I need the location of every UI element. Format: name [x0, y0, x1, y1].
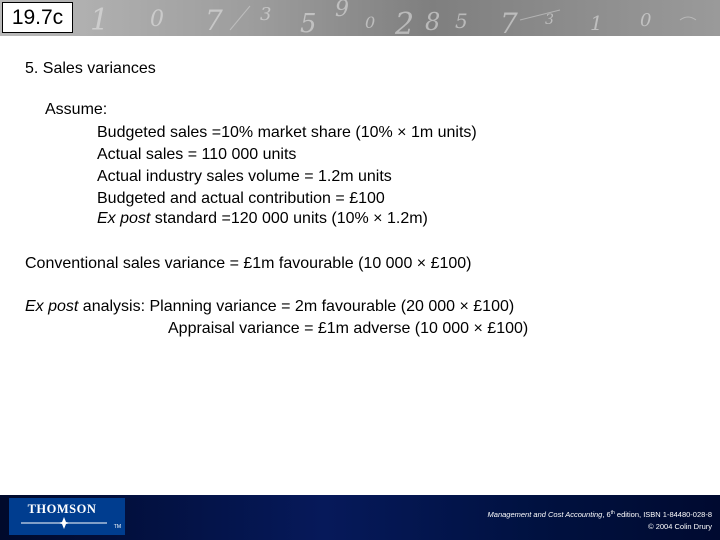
copyright-line: © 2004 Colin Drury — [648, 522, 712, 531]
svg-text:5: 5 — [300, 9, 317, 36]
svg-text:0: 0 — [365, 13, 376, 32]
svg-text:0: 0 — [640, 10, 652, 31]
star-icon — [21, 517, 107, 529]
assumption-ex-post-standard — [97, 208, 428, 230]
planning-variance-line — [25, 296, 514, 318]
svg-text:1: 1 — [90, 3, 110, 36]
svg-text:9: 9 — [335, 0, 349, 22]
section-heading: 5. Sales variances — [25, 60, 156, 77]
svg-text:3: 3 — [545, 12, 554, 28]
ex-post-standard-text: standard =120 000 units (10% × 1.2m) — [150, 210, 428, 227]
ex-post-italic: Ex post — [97, 210, 151, 227]
conventional-variance-line: Conventional sales variance = £1m favourable (10 000 × £100) — [25, 255, 472, 272]
svg-text:1: 1 — [590, 11, 603, 35]
svg-text:0: 0 — [150, 7, 164, 32]
logo-wordmark: THOMSON — [27, 502, 97, 516]
assumption-budgeted-sales: Budgeted sales =10% market share (10% × 1m units) — [97, 124, 477, 141]
assumption-industry-volume: Actual industry sales volume = 1.2m units — [97, 168, 392, 185]
assume-label: Assume: — [45, 101, 108, 118]
svg-text:7: 7 — [500, 7, 518, 36]
edition-suffix: th — [610, 510, 615, 516]
edition-isbn: edition, ISBN 1-84480-028-8 — [614, 510, 712, 519]
publisher-logo — [9, 498, 125, 535]
book-title: Management and Cost Accounting — [487, 510, 603, 519]
appraisal-variance-line: Appraisal variance = £1m adverse (10 000 × £100) — [168, 320, 529, 337]
footer-citation — [488, 507, 712, 533]
edition-number: , 6 — [602, 510, 611, 519]
svg-text:2: 2 — [395, 7, 415, 36]
svg-text:8: 8 — [425, 8, 441, 36]
trademark-mark: TM — [113, 524, 121, 530]
footer-bar — [0, 495, 720, 540]
assumption-actual-sales: Actual sales = 110 000 units — [97, 146, 297, 163]
slide-number-box: 19.7c — [2, 2, 73, 33]
svg-text:7: 7 — [205, 4, 223, 36]
svg-text:5: 5 — [455, 9, 468, 33]
planning-variance-text: analysis: Planning variance = 2m favourable (20 000 × £100) — [78, 298, 515, 315]
analysis-italic: Ex post — [25, 298, 79, 315]
svg-text:3: 3 — [260, 4, 272, 25]
assumption-contribution: Budgeted and actual contribution = £100 — [97, 190, 385, 207]
book-citation-line — [488, 507, 712, 521]
